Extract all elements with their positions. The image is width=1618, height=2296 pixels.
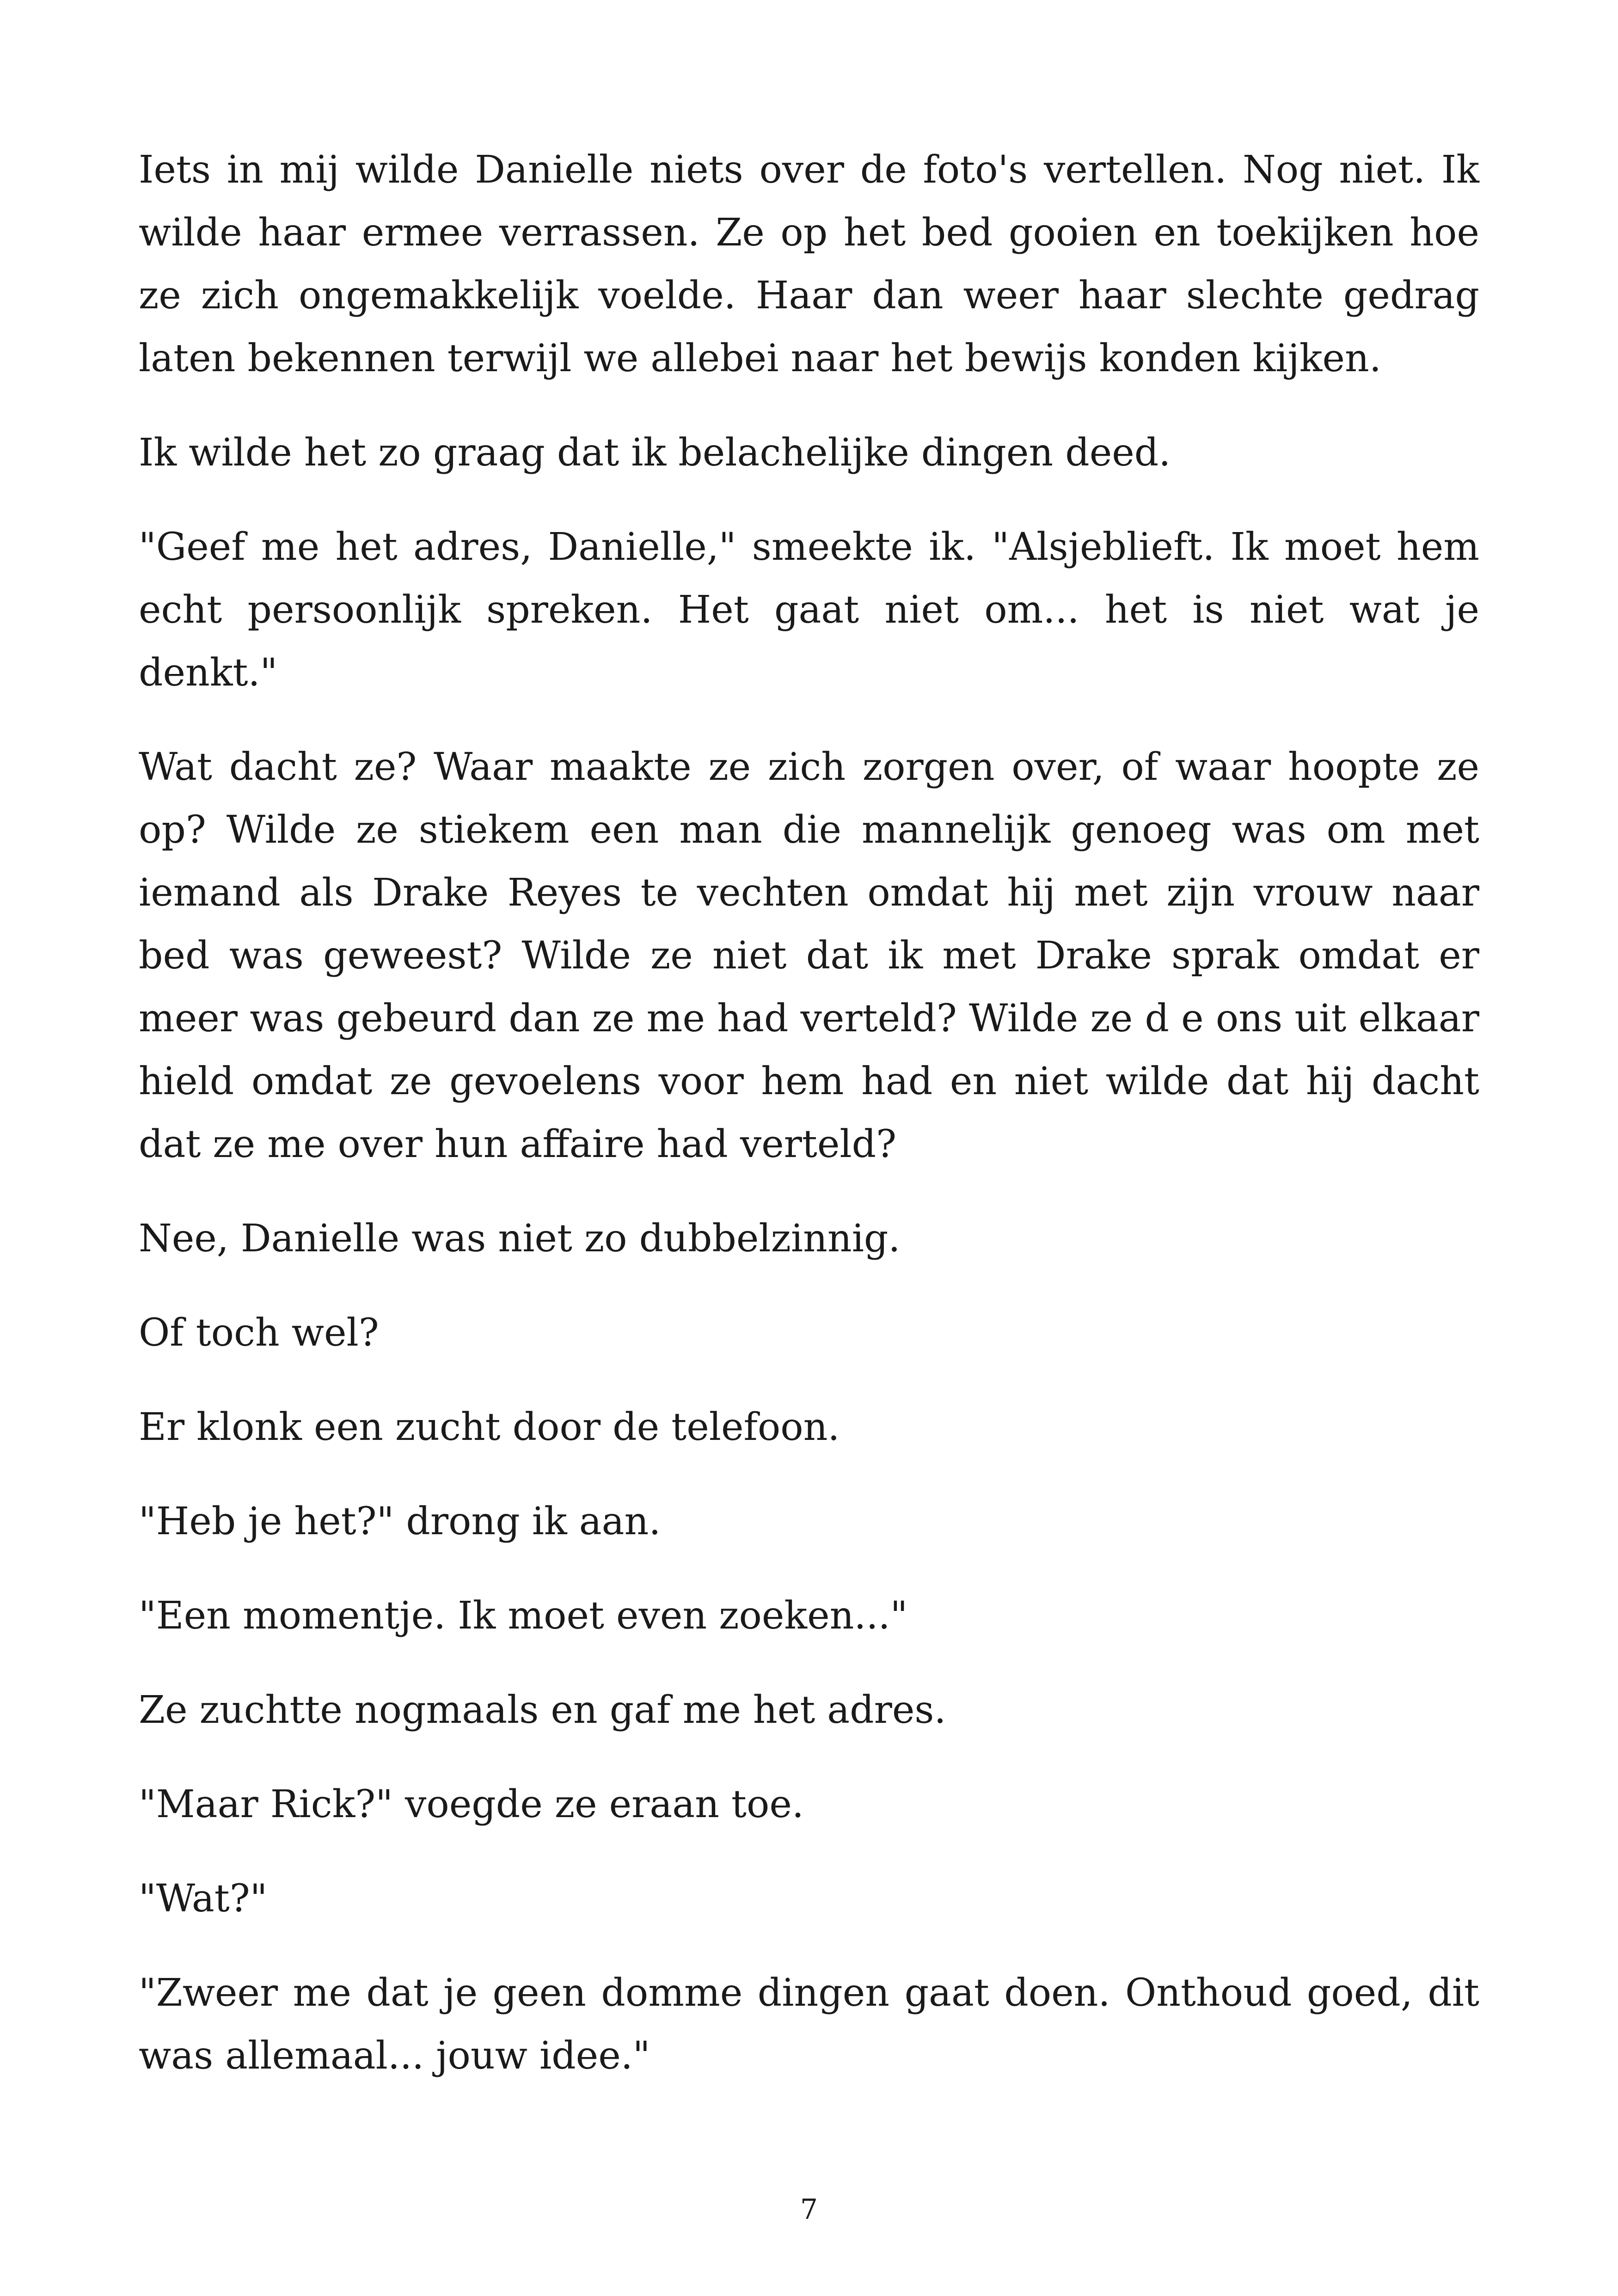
paragraph: Ze zuchtte nogmaals en gaf me het adres. (139, 1688, 946, 1732)
paragraph: "Een momentje. Ik moet even zoeken..." (139, 1594, 908, 1638)
paragraph: "Geef me het adres, Danielle," smeekte ik. "Alsjeblieft. Ik moet hem echt persoonlijk spreken. Het gaat niet om... het is niet wat je denkt." (139, 525, 1479, 695)
paragraph: Wat dacht ze? Waar maakte ze zich zorgen over, of waar hoopte ze op? Wilde ze stiekem een man die mannelijk genoeg was om met iemand als Drake Reyes te vechten omdat hij met zijn vrouw naar bed was geweest? Wilde ze niet dat ik met Drake sprak omdat er meer was gebeurd dan ze me had verteld? Wilde ze d e ons uit elkaar hield omdat ze gevoelens voor hem had en niet wilde dat hij dacht dat ze me over hun affaire had verteld? (139, 745, 1479, 1166)
paragraph: Iets in mij wilde Danielle niets over de foto's vertellen. Nog niet. Ik wilde haar ermee verrassen. Ze op het bed gooien en toekijken hoe ze zich ongemakkelijk voelde. Haar dan weer haar slechte gedrag laten bekennen terwijl we allebei naar het bewijs konden kijken. (139, 148, 1479, 380)
paragraph: Ik wilde het zo graag dat ik belachelijke dingen deed. (139, 431, 1171, 475)
paragraph: "Maar Rick?" voegde ze eraan toe. (139, 1782, 804, 1826)
paragraph: "Zweer me dat je geen domme dingen gaat doen. Onthoud goed, dit was allemaal... jouw idee." (139, 1971, 1479, 2078)
paragraph: Nee, Danielle was niet zo dubbelzinnig. (139, 1217, 901, 1261)
paragraph: Of toch wel? (139, 1311, 379, 1355)
text-body (139, 139, 1479, 2119)
page-number: 7 (800, 2193, 818, 2226)
paragraph: Er klonk een zucht door de telefoon. (139, 1405, 840, 1449)
paragraph: "Wat?" (139, 1877, 268, 1921)
paragraph: "Heb je het?" drong ik aan. (139, 1500, 661, 1543)
